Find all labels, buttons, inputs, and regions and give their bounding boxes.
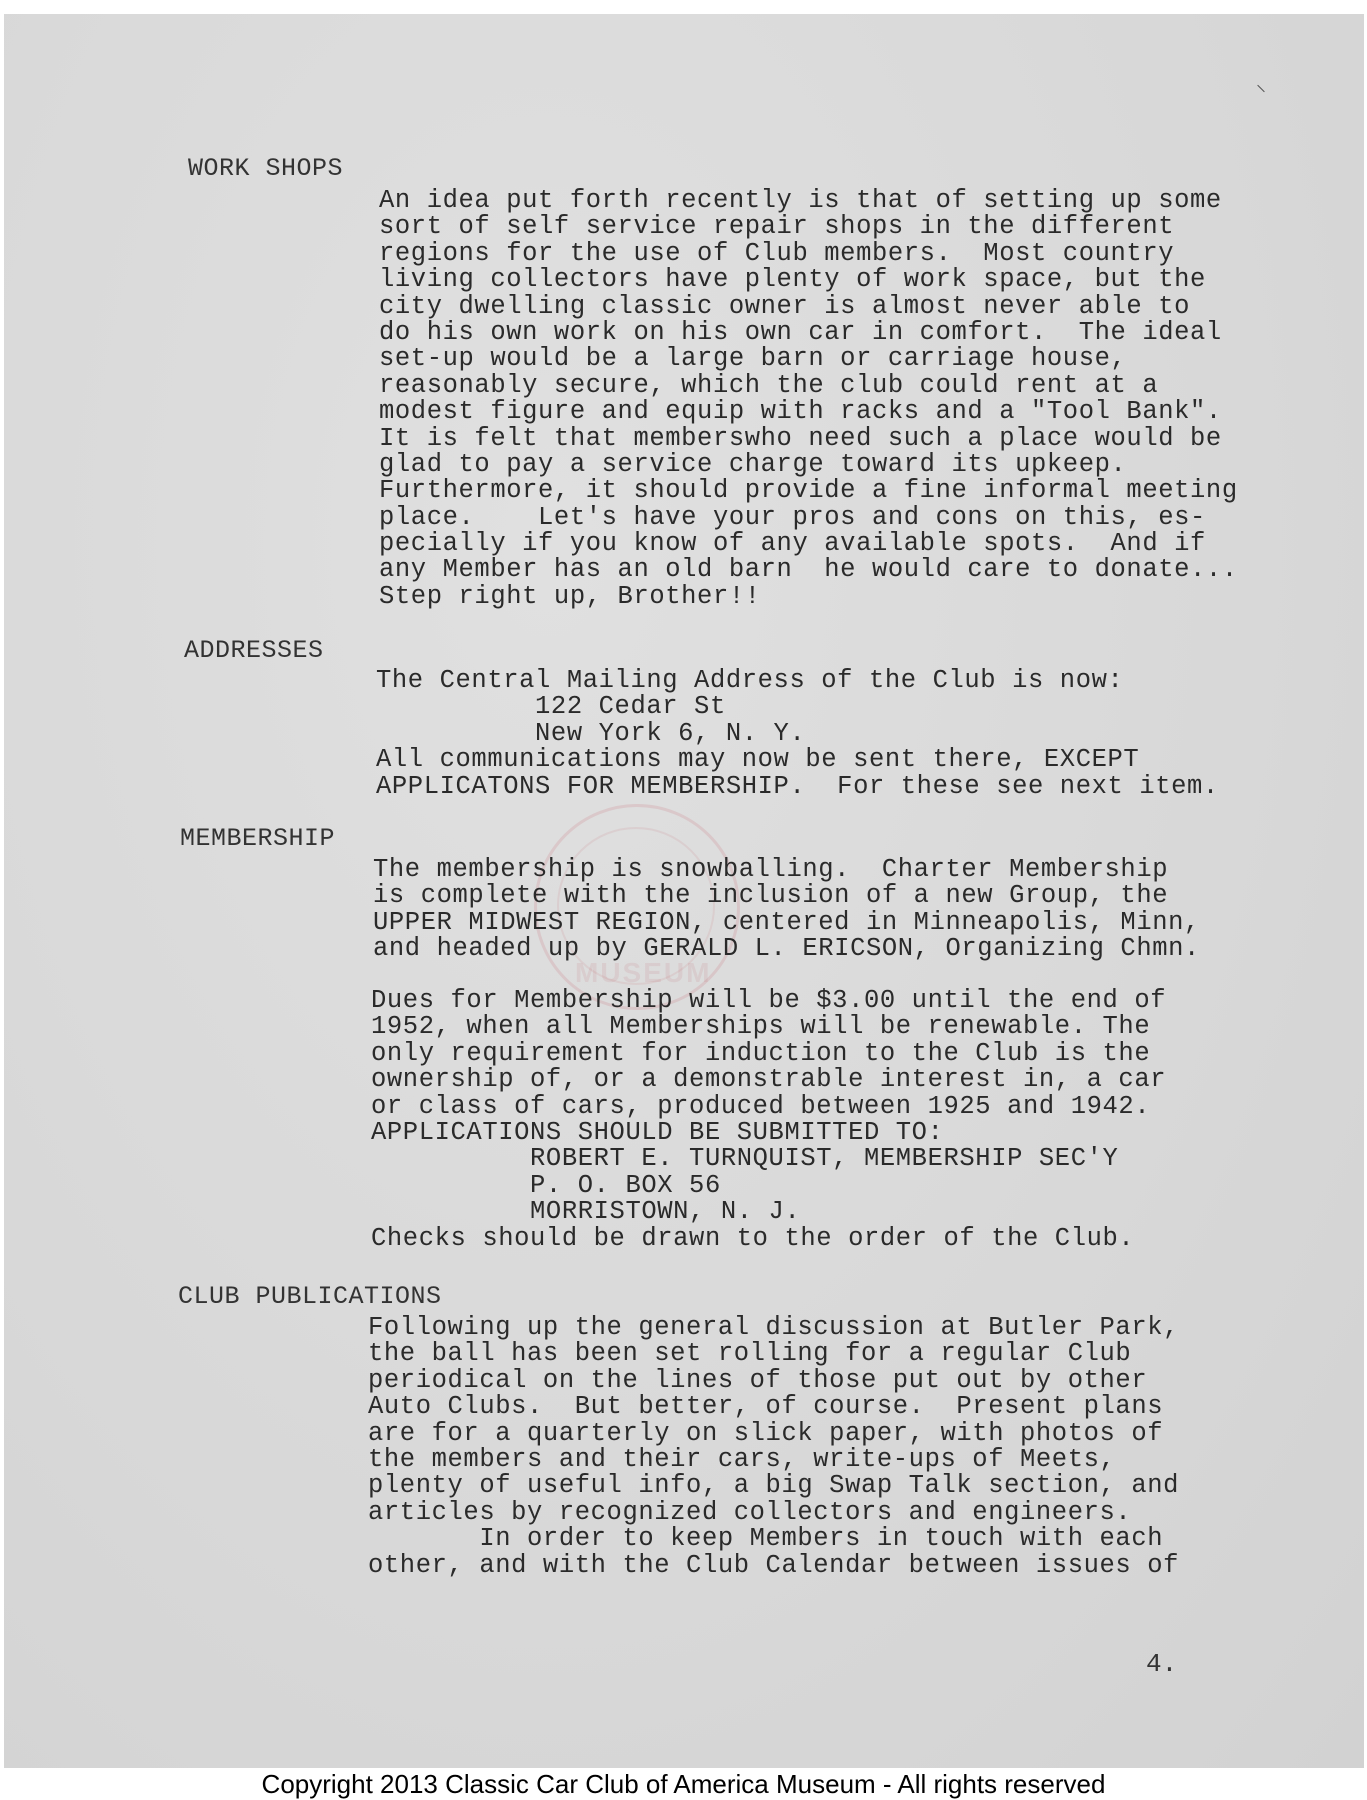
stamp-text: MUSEUM (575, 957, 712, 988)
text-line: Dues for Membership will be $3.00 until the end of (371, 986, 1167, 1015)
text-line: In order to keep Members in touch with each (368, 1524, 1164, 1554)
text-line: set-up would be a large barn or carriage house, (379, 344, 1127, 374)
text-line: the ball has been set rolling for a regular Club (368, 1339, 1132, 1369)
text-line: reasonably secure, which the club could rent at a (379, 370, 1159, 400)
paragraph-membership-b (371, 988, 1166, 1252)
text-line: UPPER MIDWEST REGION, centered in Minneapolis, Minn, (373, 907, 1200, 937)
text-line: the members and their cars, write-ups of Meets, (368, 1444, 1116, 1474)
text-line: regions for the use of Club members. Most country (379, 238, 1175, 268)
text-line: 1952, when all Memberships will be renewable. The (371, 1012, 1151, 1042)
text-line: city dwelling classic owner is almost never able to (379, 291, 1191, 321)
paragraph-work-shops (379, 188, 1238, 610)
text-line: All communications may now be sent there, EXCEPT (376, 745, 1140, 775)
text-line: An idea put forth recently is that of setting up some (379, 186, 1222, 215)
text-line: living collectors have plenty of work space, but the (379, 265, 1206, 295)
text-line: APPLICATIONS SHOULD BE SUBMITTED TO: (371, 1117, 944, 1147)
text-line: place. Let's have your pros and cons on this, es- (379, 502, 1206, 532)
text-line: glad to pay a service charge toward its upkeep. (379, 449, 1127, 479)
text-line: Following up the general discussion at Butler Park, (368, 1313, 1180, 1342)
heading-addresses: ADDRESSES (184, 636, 324, 665)
text-line: It is felt that memberswho need such a place would be (379, 423, 1222, 453)
text-line: periodical on the lines of those put out by other (368, 1365, 1148, 1395)
text-line: other, and with the Club Calendar between issues of (368, 1550, 1180, 1580)
text-line: 122 Cedar St (376, 692, 726, 722)
text-line: The Central Mailing Address of the Club is now: (376, 666, 1124, 695)
text-line: MORRISTOWN, N. J. (371, 1197, 801, 1227)
heading-membership: MEMBERSHIP (180, 824, 336, 853)
text-line: modest figure and equip with racks and a "Tool Bank". (379, 397, 1222, 427)
heading-club-publications: CLUB PUBLICATIONS (178, 1282, 442, 1311)
text-line: P. O. BOX 56 (371, 1170, 721, 1200)
text-line: New York 6, N. Y. (376, 718, 806, 748)
copyright-footer: Copyright 2013 Classic Car Club of America Museum - All rights reserved (0, 1768, 1367, 1800)
text-line: plenty of useful info, a big Swap Talk section, and (368, 1471, 1180, 1501)
paragraph-club-publications (368, 1315, 1179, 1579)
text-line: ownership of, or a demonstrable interest in, a car (371, 1065, 1167, 1095)
heading-work-shops: WORK SHOPS (188, 154, 344, 183)
text-line: pecially if you know of any available spots. And if (379, 529, 1206, 559)
text-line: and headed up by GERALD L. ERICSON, Organizing Chmn. (373, 934, 1200, 964)
paragraph-addresses (376, 668, 1219, 800)
text-line: are for a quarterly on slick paper, with photos of (368, 1418, 1164, 1448)
text-line: or class of cars, produced between 1925 and 1942. (371, 1091, 1151, 1121)
text-line: only requirement for induction to the Club is the (371, 1038, 1151, 1068)
text-line: is complete with the inclusion of a new Group, the (373, 881, 1169, 911)
text-line: Auto Clubs. But better, of course. Present plans (368, 1392, 1164, 1422)
text-line: The membership is snowballing. Charter Membership (373, 855, 1169, 884)
text-line: ROBERT E. TURNQUIST, MEMBERSHIP SEC'Y (371, 1144, 1119, 1174)
text-line: Checks should be drawn to the order of the Club. (371, 1223, 1135, 1253)
text-line: APPLICATONS FOR MEMBERSHIP. For these see next item. (376, 771, 1219, 801)
text-line: Furthermore, it should provide a fine informal meeting (379, 476, 1238, 506)
document-page (4, 14, 1364, 1776)
page-number: 4. (1146, 1649, 1178, 1679)
text-line: do his own work on his own car in comfort. The ideal (379, 317, 1222, 347)
text-line: articles by recognized collectors and engineers. (368, 1497, 1132, 1527)
text-line: any Member has an old barn he would care to donate... (379, 555, 1238, 585)
text-line: sort of self service repair shops in the different (379, 212, 1175, 242)
paragraph-membership-a (373, 857, 1200, 963)
page-mark: ⸌ (1256, 83, 1266, 106)
text-line: Step right up, Brother!! (379, 581, 761, 611)
